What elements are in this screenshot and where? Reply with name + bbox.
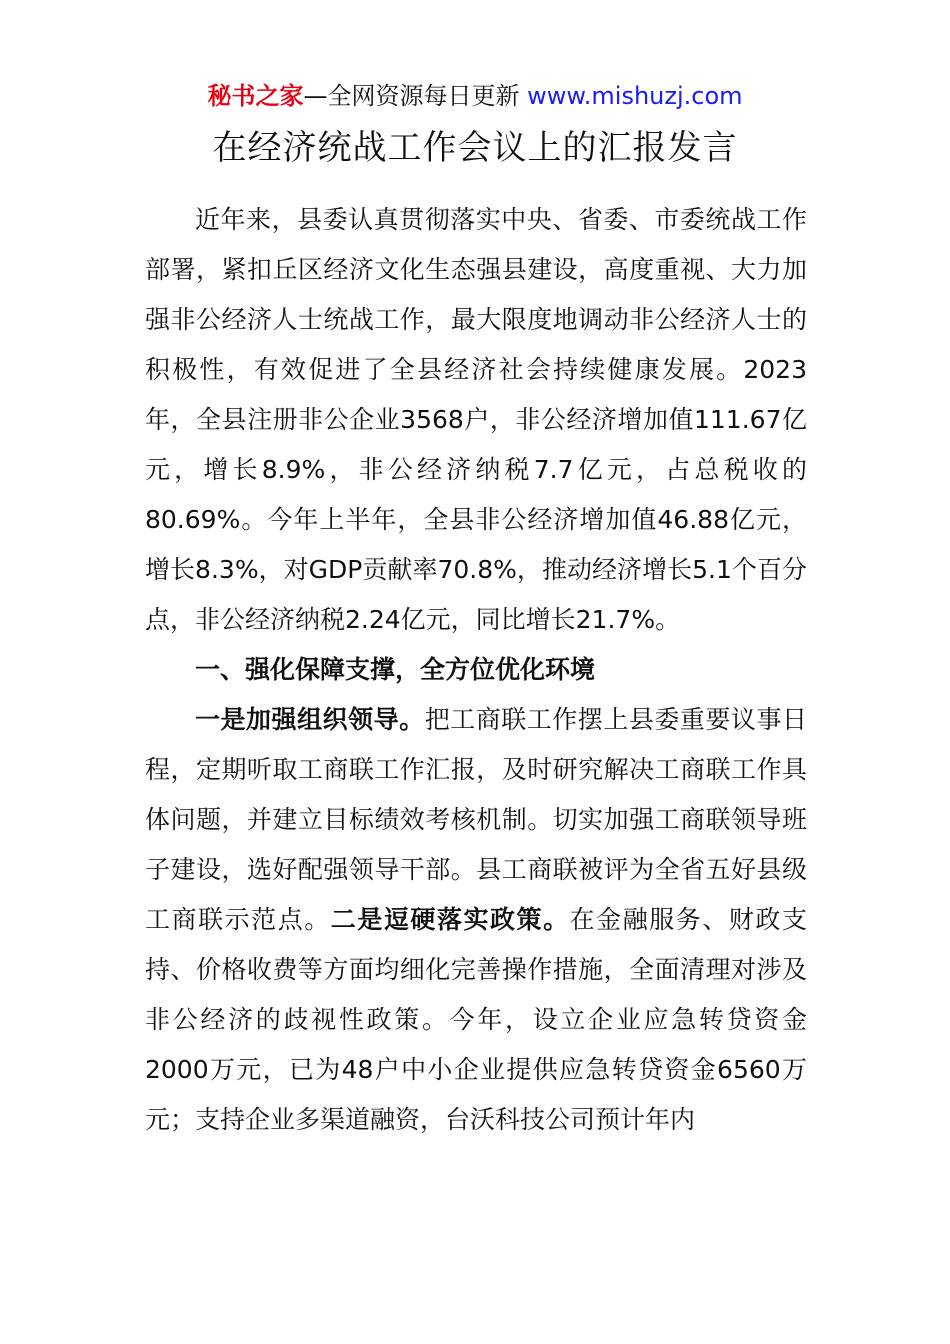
- site-tagline: —全网资源每日更新: [303, 82, 520, 110]
- point-text-1: 把工商联工作摆上县委重要议事日程，定期听取工商联工作汇报，及时研究解决工商联工作具体问题，并建立目标绩效考核机制。切实加强工商联领导班子建设，选好配强领导干部。县工商联被评为全省五好县级工商联示范点。: [145, 705, 807, 934]
- document-title: 在经济统战工作会议上的汇报发言: [212, 128, 738, 168]
- section-heading: 一、强化保障支撑，全方位优化环境: [195, 655, 596, 684]
- site-brand: 秘书之家: [207, 82, 304, 110]
- site-header: [0, 80, 950, 112]
- point-lead-1: 一是加强组织领导。: [195, 705, 425, 734]
- point-lead-2: 二是逗硬落实政策。: [330, 905, 570, 934]
- point-text-2: 在金融服务、财政支持、价格收费等方面均细化完善操作措施，全面清理对涉及非公经济的歧视性政策。今年，设立企业应急转贷资金2000万元，已为48户中小企业提供应急转贷资金6560万元；支持企业多渠道融资，台沃科技公司预计年内: [145, 905, 807, 1134]
- intro-paragraph: 近年来，县委认真贯彻落实中央、省委、市委统战工作部署，紧扣丘区经济文化生态强县建设，高度重视、大力加强非公经济人士统战工作，最大限度地调动非公经济人士的积极性，有效促进了全县经济社会持续健康发展。2023年，全县注册非公企业3568户，非公经济增加值111.67亿元，增长8.9%，非公经济纳税7.7亿元，占总税收的80.69%。今年上半年，全县非公经济增加值46.88亿元，增长8.3%，对GDP贡献率70.8%，推动经济增长5.1个百分点，非公经济纳税2.24亿元，同比增长21.7%。: [145, 205, 807, 634]
- section-paragraph: [145, 695, 807, 1145]
- site-url-link[interactable]: www.mishuzj.com: [527, 82, 743, 110]
- document-body: [145, 195, 807, 1145]
